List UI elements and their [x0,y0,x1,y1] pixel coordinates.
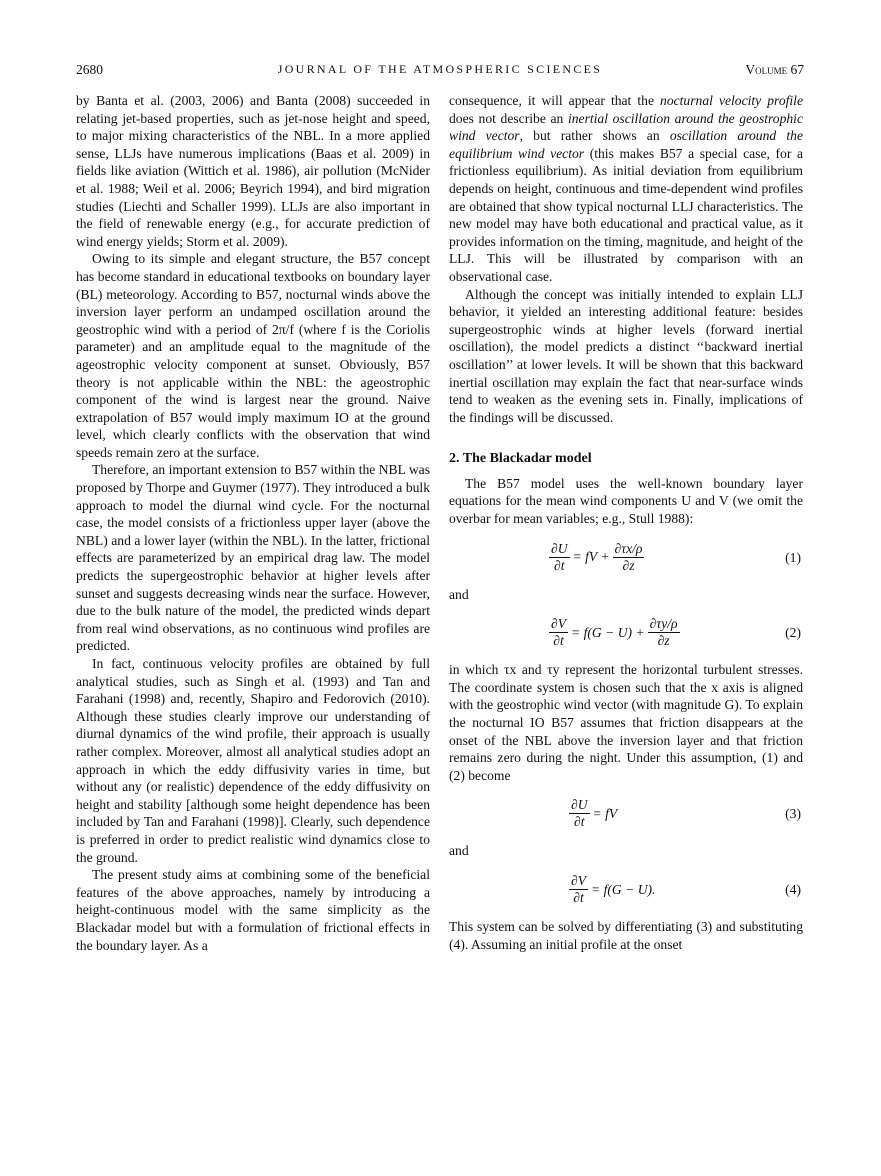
volume-label: Volume 67 [745,62,804,77]
emphasis: inertial oscillation around the geostrophic wind vector [449,110,803,144]
text-run: does not describe an [449,110,568,126]
emphasis: nocturnal velocity profile [660,93,803,108]
equation-1: $\frac{\partial U}{\partial t}$ = fV + $\frac{\partial\tau x/\rho}{\partial z}$ (1) [551,540,801,573]
fraction: $\frac{\partial V}{\partial t}$ [571,873,587,905]
paragraph: Owing to its simple and elegant structure, the B57 concept has become standard in educational textbooks on boundary layer (BL) meteorology. According to B57, nocturnal winds above the inversion layer perform an undamped oscillation around the geostrophic wind with a period of 2π/f (where f is the Coriolis parameter) and an amplitude equal to the magnitude of the ageostrophic velocity component at sunset. Obviously, B57 theory is not applicable within the NBL: the ageostrophic component of the wind is largest near the ground. Naive extrapolation of B57 would imply maximum IO at the ground level, which clearly conflicts with the observation that wind speeds remain zero at the surface. [76,251,430,460]
equation-3: $\frac{\partial U}{\partial t}$ = fV (3) [571,797,801,830]
paragraph: The present study aims at combining some of the beneficial features of the above approaches, namely by introducing a height-continuous model with the same simplicity as the Blackadar model but with a formulation of frictional effects in the boundary layer. As a [76,867,430,953]
paragraph: The B57 model uses the well-known boundary layer equations for the mean wind components U and V (we omit the overbar for mean variables; e.g., Stull 1988): [449,475,803,527]
journal-title: JOURNAL OF THE ATMOSPHERIC SCIENCES [277,62,603,76]
paragraph: in which τx and τy represent the horizontal turbulent stresses. The coordinate system is chosen such that the x axis is aligned with the geostrophic wind vector (with magnitude G). To explain the nocturnal IO B57 assumes that friction disappears at the onset of the NBL above the inversion layer and that friction remains zero during the night. Under this assumption, (1) and (2) become [449,662,803,783]
equation-4: $\frac{\partial V}{\partial t}$ = f(G − U). (4) [571,873,801,905]
equation-number: (1) [785,549,801,565]
equation-number: (4) [785,882,801,897]
left-column [76,92,430,954]
equation-number: (2) [785,625,801,641]
equation-number: (3) [785,806,801,822]
fraction: $\frac{\partial V}{\partial t}$ [551,616,567,649]
paragraph: Therefore, an important extension to B57 within the NBL was proposed by Thorpe and Guymer (1977). They introduced a bulk approach to model the diurnal wind cycle. For the nocturnal case, the model consists of a frictionless upper layer (above the NBL) and a lower layer (within the NBL). In the latter, frictional effects are parameterized by an empirical drag law. The model predicts the supergeostrophic behavior at higher levels after sunset and suggests decreasing winds near the surface. However, due to the bulk nature of the model, the predicted winds depart from real wind observations, as no continuous wind profiles are predicted. [76,462,430,654]
section-heading: 2. The Blackadar model [449,451,592,467]
paragraph [449,92,803,286]
connector-text: and [449,843,469,859]
paragraph: This system can be solved by differentiating (3) and substituting (4). Assuming an initial profile at the onset [449,919,803,952]
paragraph: In fact, continuous velocity profiles are obtained by full analytical studies, such as Singh et al. (1993) and Tan and Farahani (1998) and, recently, Shapiro and Fedorovich (2010). Although these studies clearly improve our understanding of diurnal dynamics of the wind profile, their approach is usually rather complex. Moreover, almost all analytical studies adopt an approach in which the eddy diffusivity varies in time, but without any (or realistic) dependence of the eddy diffusivity on height and stability [although some height dependence has been included by Tan and Farahani (1998)]. Clearly, such dependence is preferred in order to predict realistic wind dynamics close to the ground. [76,656,430,865]
fraction: $\frac{\partial U}{\partial t}$ [571,797,588,830]
text-run: (this makes B57 a special case, for a frictionless equilibrium). As initial deviation from equilibrium depends on height, continuous and time-dependent wind profiles are obtained that show typical nocturnal LLJ characteristics. The new model may have both educational and practical value, as it provides information on the timing, magnitude, and height of the LLJ. This will be illustrated by comparison with an observational case. [449,145,803,284]
page-header [76,62,804,80]
connector-text: and [449,586,469,602]
equation-2: $\frac{\partial V}{\partial t}$ = f(G − U) + $\frac{\partial\tau y/\rho}{\partial z}$ (2) [551,616,801,649]
text-run: consequence, it will appear that the [449,93,661,108]
paragraph: by Banta et al. (2003, 2006) and Banta (2008) succeeded in relating jet-based properties, such as jet-nose height and speed, to major mixing characteristics of the NBL. In a more applied sense, LLJs have numerous implications (Baas et al. 2009) in fields like aviation (Wittich et al. 1986), air pollution (McNider et al. 1988; Weil et al. 2006; Beyrich 1994), and bird migration studies (Liechti and Schaller 1999). LLJs are also important in the field of renewable energy (e.g., for accurate prediction of wind energy yields; Storm et al. 2009). [76,93,430,249]
fraction: $\frac{\partial\tau x/\rho}{\partial z}$ [614,540,643,573]
fraction: $\frac{\partial\tau y/\rho}{\partial z}$ [649,616,678,649]
emphasis: oscillation around the equilibrium wind vector [449,128,803,161]
text-run: , but rather shows an [519,128,670,144]
page-number: 2680 [76,62,103,77]
fraction: $\frac{\partial U}{\partial t}$ [551,540,568,573]
paragraph: Although the concept was initially intended to explain LLJ behavior, it yielded an interesting additional feature: besides supergeostrophic winds at higher levels (forward inertial oscillation), the model predicts a distinct ‘‘backward inertial oscillation’’ at lower levels. It will be shown that this backward inertial oscillation may explain the fact that near-surface winds tend to weaken as the evening sets in. Finally, implications of the findings will be discussed. [449,286,803,425]
right-column [449,92,803,953]
